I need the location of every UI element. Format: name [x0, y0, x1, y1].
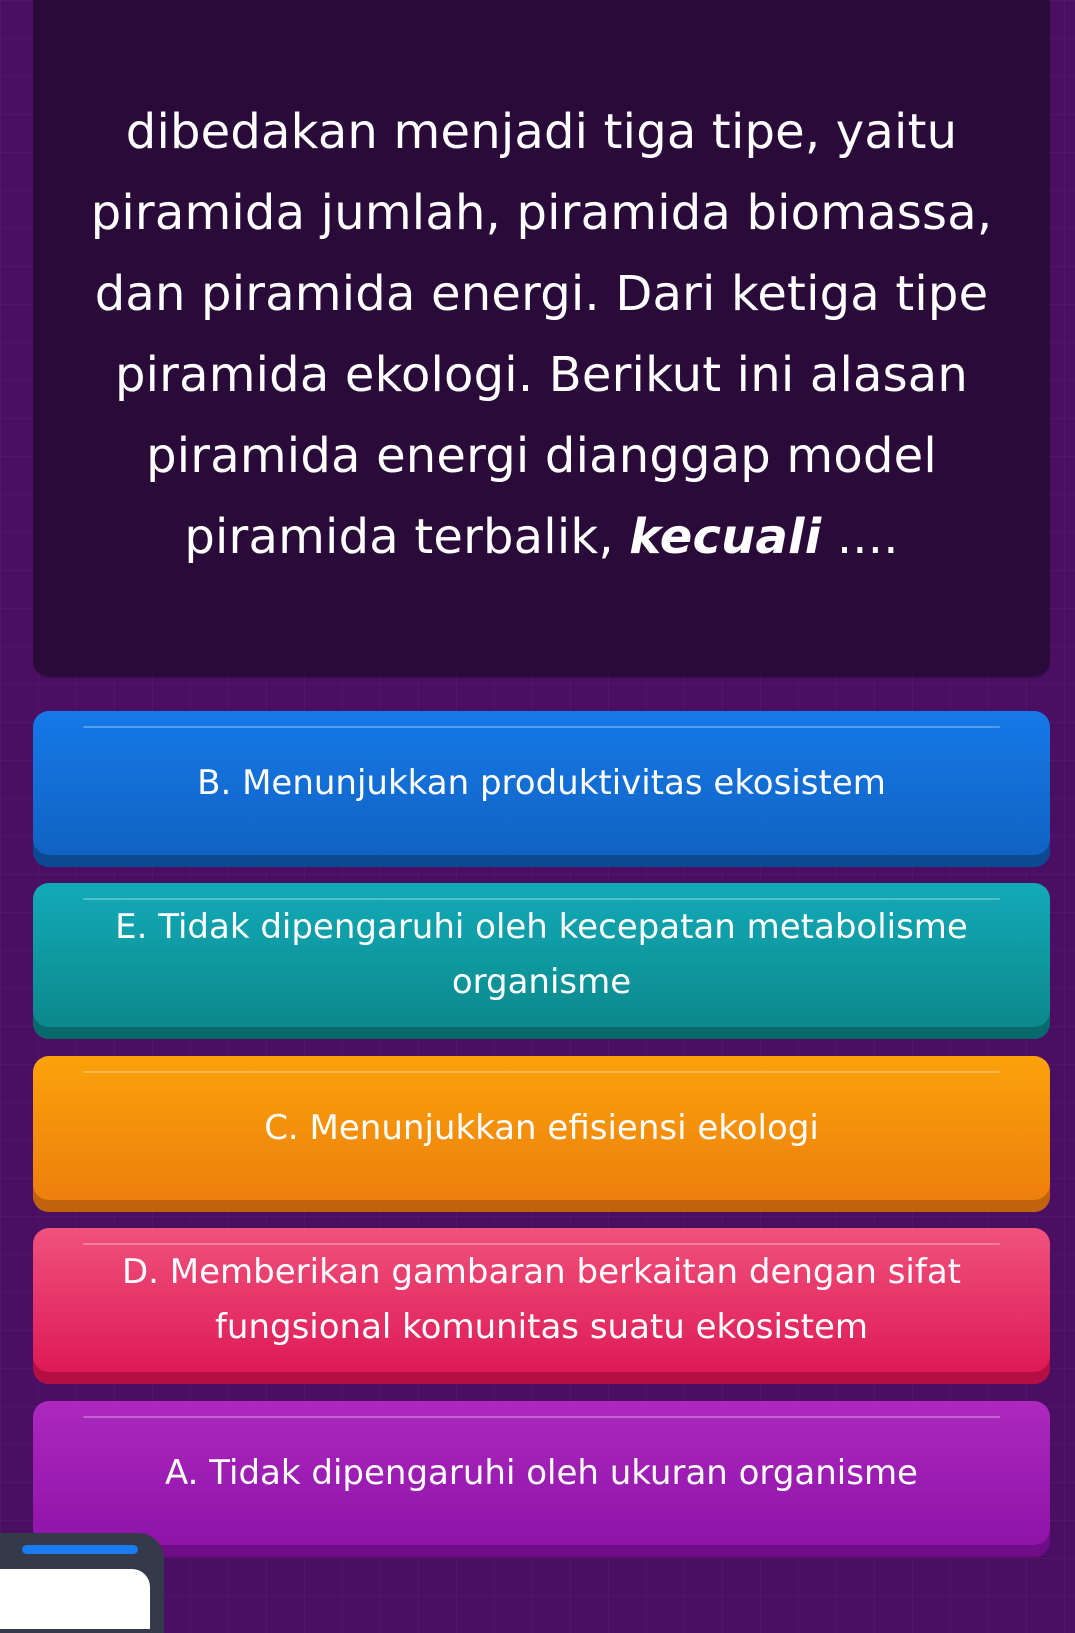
answer-option-e[interactable] — [33, 883, 1050, 1039]
answer-option-e-label: E. Tidak dipengaruhi oleh kecepatan metabolisme organisme — [115, 907, 968, 1002]
answer-option-a[interactable] — [33, 1401, 1050, 1557]
answer-option-a-label: A. Tidak dipengaruhi oleh ukuran organisme — [165, 1452, 918, 1493]
answer-option-c-label: C. Menunjukkan efisiensi ekologi — [264, 1107, 819, 1148]
question-text-main: dibedakan menjadi tiga tipe, yaitu piramida jumlah, piramida biomassa, dan piramida energi. Dari ketiga tipe piramida ekologi. Berikut ini alasan piramida energi dianggap model piramida terbalik, — [90, 104, 993, 565]
answer-option-b[interactable] — [33, 711, 1050, 867]
question-text-emphasis: kecuali — [629, 509, 822, 565]
question-text-end: .... — [821, 509, 899, 565]
bottom-panel-content — [0, 1569, 150, 1629]
question-text — [73, 86, 1010, 578]
answer-option-b-label: B. Menunjukkan produktivitas ekosistem — [197, 762, 886, 803]
answer-option-d-label: D. Memberikan gambaran berkaitan dengan sifat fungsional komunitas suatu ekosistem — [122, 1252, 961, 1347]
question-card — [33, 0, 1050, 676]
answer-option-d[interactable] — [33, 1228, 1050, 1384]
bottom-panel-indicator — [22, 1545, 138, 1554]
answer-option-c[interactable] — [33, 1056, 1050, 1212]
